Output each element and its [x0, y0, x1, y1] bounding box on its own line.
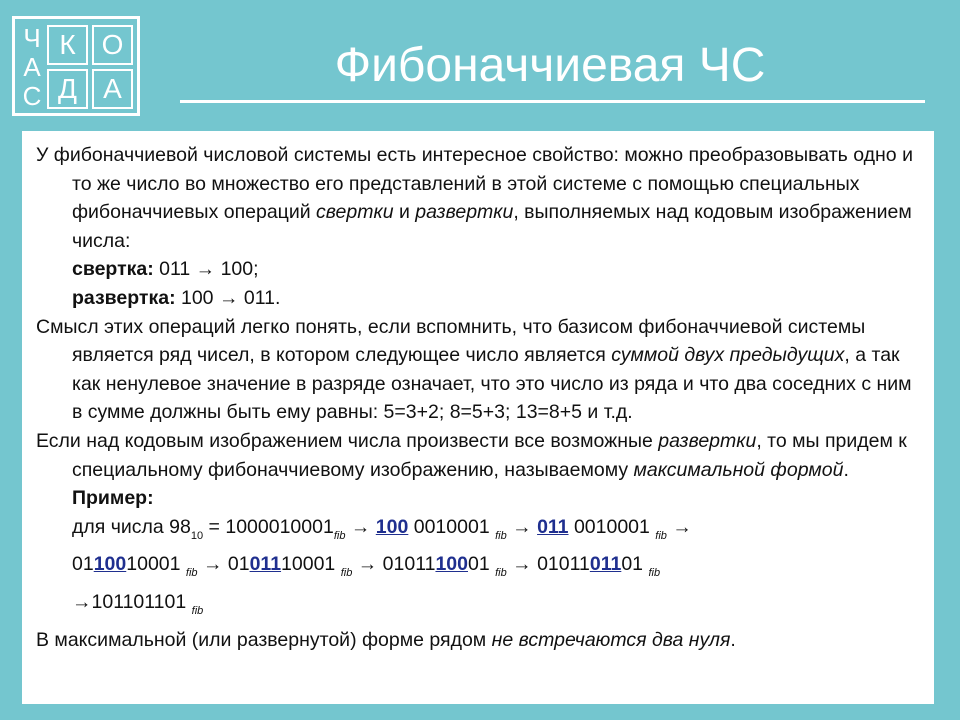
text-run: и: [393, 201, 416, 224]
arrow: →: [197, 553, 228, 576]
arrow: →: [345, 515, 376, 538]
content-panel: [22, 131, 934, 704]
fold-rule: [36, 255, 920, 284]
text-run: = 1000010001: [203, 515, 334, 538]
logo-tile: Д: [47, 69, 88, 109]
unfold-label: развертка:: [72, 286, 176, 309]
unfold-value: 100 → 011.: [175, 286, 281, 309]
paragraph-meaning: [36, 313, 920, 427]
logo-tile: К: [47, 25, 88, 65]
arrow: →: [506, 553, 538, 576]
example-label: Пример:: [72, 487, 154, 510]
text-run: Если над кодовым изображением числа произвести все возможные: [36, 429, 659, 452]
highlight-digits: 100: [375, 515, 409, 538]
paragraph-maxform: [36, 427, 920, 484]
logo-letter: А: [23, 52, 41, 82]
text-run: , то мы придем к специальному фибоначчиевому изображению, называемому: [72, 429, 907, 481]
example-line-1: [36, 513, 920, 551]
text-run: 01: [72, 553, 94, 576]
arrow: →: [666, 515, 692, 538]
logo-tile: О: [92, 25, 133, 65]
text-run: 01011: [537, 553, 590, 576]
text-run: для числа 98: [72, 515, 191, 538]
fib-subscript: fib: [648, 567, 661, 580]
highlight-digits: 100: [93, 553, 127, 576]
text-run: .: [730, 628, 736, 651]
logo-tiles: [47, 25, 133, 109]
term-unfold: развертки: [658, 429, 757, 452]
text-run: 0010001: [408, 515, 496, 538]
term-sum: суммой двух предыдущих: [611, 344, 845, 367]
paragraph-intro: [36, 141, 920, 255]
highlight-digits: 011: [589, 553, 622, 576]
text-run: , а так как ненулевое значение в разряде означает, что это число из ряда и что два соседних с ним в сумме должны быть ему равны: 5=3+2; 8=5+3; 13=8+5 и т.д.: [72, 344, 912, 424]
fib-subscript: fib: [340, 567, 353, 580]
fib-subscript: fib: [191, 604, 204, 617]
unfold-rule: [36, 284, 920, 313]
title-divider: [180, 100, 925, 103]
text-run: У фибоначчиевой числовой системы есть интересное свойство: можно преобразовывать одно и то же число во множество его представлений в этой системе с помощью специальных фибоначчиевых операций: [36, 144, 913, 224]
term-fold: свертки: [316, 201, 394, 224]
fib-subscript: fib: [495, 529, 507, 542]
fib-subscript: fib: [333, 529, 346, 542]
highlight-digits: 100: [435, 553, 468, 576]
text-run: , выполняемых над кодовым изображением числа:: [72, 201, 912, 252]
logo-letter: С: [22, 81, 42, 111]
term-no-two-zeros: не встречаются два нуля: [491, 628, 731, 651]
text-run: 01: [621, 553, 649, 576]
text-run: 01: [227, 553, 250, 576]
text-run: →101101101: [72, 590, 192, 613]
fib-subscript: fib: [655, 529, 667, 542]
logo-vertical-letters: [21, 25, 43, 109]
highlight-digits: 011: [537, 515, 569, 538]
text-run: .: [843, 458, 849, 481]
text-run: 10001: [126, 553, 186, 576]
text-run: Смысл этих операций легко понять, если вспомнить, что базисом фибоначчиевой системы является ряд чисел, в котором следующее число является: [36, 315, 866, 367]
arrow: →: [506, 515, 538, 538]
arrow: →: [352, 553, 383, 576]
text-run: 0010001: [568, 515, 656, 538]
term-unfold: развертки: [415, 201, 514, 224]
term-max-form: максимальной формой: [633, 458, 844, 481]
logo-letter: Ч: [23, 23, 41, 53]
text-run: 10001: [281, 553, 341, 576]
text-run: В максимальной (или развернутой) форме рядом: [36, 628, 492, 651]
example-line-3: [36, 588, 920, 626]
fib-subscript: fib: [495, 567, 507, 580]
slide-title: Фибоначчиевая ЧС: [334, 39, 766, 92]
fold-value: 011 → 100;: [153, 258, 259, 281]
logo: [12, 16, 140, 116]
highlight-digits: 011: [249, 553, 282, 576]
paragraph-conclusion: [36, 626, 920, 655]
example-line-2: [36, 550, 920, 588]
logo-tile: А: [92, 69, 133, 109]
fib-subscript: fib: [185, 567, 198, 580]
number-base: 10: [190, 529, 204, 542]
fold-label: свертка:: [72, 258, 154, 281]
text-run: 01011: [382, 553, 436, 576]
text-run: 01: [468, 553, 496, 576]
